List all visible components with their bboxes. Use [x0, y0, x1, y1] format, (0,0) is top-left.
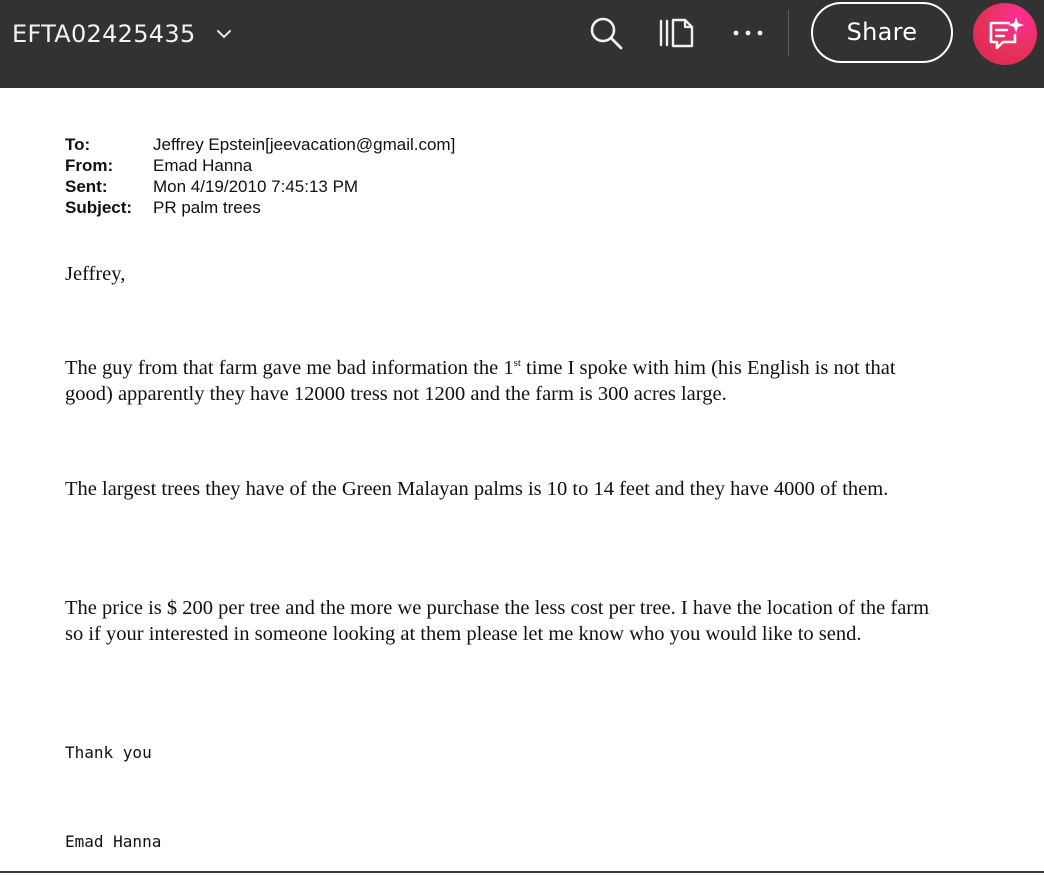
header-value: PR palm trees	[153, 198, 261, 217]
top-toolbar	[0, 0, 1044, 88]
email-closing: Thank you	[65, 743, 152, 762]
search-icon[interactable]	[587, 14, 625, 52]
document-title[interactable]: EFTA02425435	[12, 20, 196, 48]
email-paragraph	[65, 356, 935, 407]
email-paragraph: The largest trees they have of the Green Malayan palms is 10 to 14 feet and they have 4000 of them.	[65, 478, 889, 500]
header-label: Sent:	[65, 177, 108, 196]
share-button[interactable]: Share	[811, 2, 953, 63]
ordinal-suffix: st	[513, 357, 521, 370]
chevron-down-icon[interactable]	[214, 24, 234, 44]
header-value: Jeffrey Epstein[jeevacation@gmail.com]	[153, 135, 456, 154]
page-thumbnails-icon[interactable]	[656, 14, 696, 52]
header-value: Mon 4/19/2010 7:45:13 PM	[153, 177, 359, 196]
paragraph-text: The guy from that farm gave me bad information the 1	[65, 357, 514, 379]
header-label: From:	[65, 156, 114, 175]
ai-assistant-chat-icon	[985, 15, 1025, 53]
email-greeting: Jeffrey,	[65, 263, 126, 285]
paragraph-text: time I spoke with him (his English is not that good) apparently they have 12000 tress not 1200 and the farm is 300 acres large.	[65, 357, 896, 405]
header-label: To:	[65, 135, 91, 154]
header-label: Subject:	[65, 198, 133, 217]
more-horizontal-icon[interactable]	[730, 20, 766, 46]
email-signature: Emad Hanna	[65, 832, 162, 851]
page-bottom-border	[0, 871, 1044, 873]
email-paragraph: The price is $ 200 per tree and the more we purchase the less cost per tree. I have the location of the farm so if your interested in someone looking at them please let me know who you would like to send.	[65, 597, 930, 645]
toolbar-divider	[788, 10, 789, 56]
header-value: Emad Hanna	[153, 156, 253, 175]
ai-assistant-button[interactable]	[973, 3, 1037, 65]
